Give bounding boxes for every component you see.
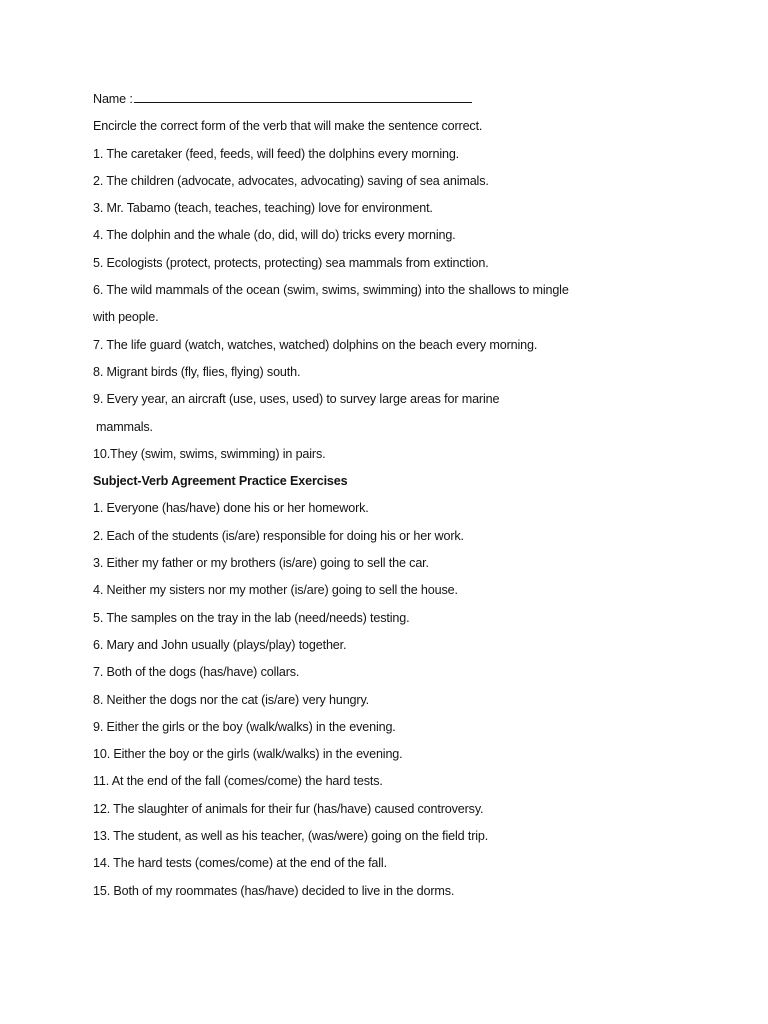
exercise1-item: 4. The dolphin and the whale (do, did, will do) tricks every morning. <box>93 228 456 243</box>
exercise1-item: 7. The life guard (watch, watches, watched) dolphins on the beach every morning. <box>93 337 538 352</box>
exercise2-item: 2. Each of the students (is/are) responsible for doing his or her work. <box>93 528 464 543</box>
exercise2-item: 14. The hard tests (comes/come) at the end of the fall. <box>93 856 387 871</box>
exercise1-item: 6. The wild mammals of the ocean (swim, swims, swimming) into the shallows to mingle <box>93 283 569 298</box>
exercise2-item: 8. Neither the dogs nor the cat (is/are) very hungry. <box>93 692 370 707</box>
instruction-text: Encircle the correct form of the verb that will make the sentence correct. <box>93 119 483 134</box>
exercise1-item-continuation: mammals. <box>96 419 153 434</box>
name-label: Name : <box>93 92 133 106</box>
exercise2-item: 6. Mary and John usually (plays/play) together. <box>93 637 347 652</box>
exercise2-item: 1. Everyone (has/have) done his or her homework. <box>93 501 369 516</box>
exercise2-item: 9. Either the girls or the boy (walk/walks) in the evening. <box>93 719 396 734</box>
name-field-row <box>93 86 713 113</box>
exercise1-item: 8. Migrant birds (fly, flies, flying) south. <box>93 364 301 379</box>
exercise2-item: 11. At the end of the fall (comes/come) the hard tests. <box>93 774 383 789</box>
exercise1-item: 2. The children (advocate, advocates, advocating) saving of sea animals. <box>93 173 489 188</box>
exercise2-item: 12. The slaughter of animals for their fur (has/have) caused controversy. <box>93 801 484 816</box>
worksheet-page <box>93 86 713 905</box>
exercise2-item: 5. The samples on the tray in the lab (need/needs) testing. <box>93 610 410 625</box>
exercise2-item: 13. The student, as well as his teacher, (was/were) going on the field trip. <box>93 829 489 844</box>
exercise2-item: 15. Both of my roommates (has/have) decided to live in the dorms. <box>93 883 455 898</box>
exercise2-item: 10. Either the boy or the girls (walk/walks) in the evening. <box>93 747 403 762</box>
exercise1-item-continuation: with people. <box>93 310 159 325</box>
exercise1-item: 1. The caretaker (feed, feeds, will feed) the dolphins every morning. <box>93 146 460 161</box>
exercise1-item: 3. Mr. Tabamo (teach, teaches, teaching) love for environment. <box>93 201 433 216</box>
exercise1-item: 9. Every year, an aircraft (use, uses, used) to survey large areas for marine <box>93 392 500 407</box>
exercise1-item: 10.They (swim, swims, swimming) in pairs. <box>93 446 326 461</box>
exercise2-item: 3. Either my father or my brothers (is/are) going to sell the car. <box>93 556 429 571</box>
name-blank-line <box>134 90 472 103</box>
exercise2-item: 7. Both of the dogs (has/have) collars. <box>93 665 300 680</box>
exercise2-item: 4. Neither my sisters nor my mother (is/are) going to sell the house. <box>93 583 458 598</box>
exercise1-item: 5. Ecologists (protect, protects, protecting) sea mammals from extinction. <box>93 255 489 270</box>
section-title: Subject-Verb Agreement Practice Exercises <box>93 474 348 489</box>
